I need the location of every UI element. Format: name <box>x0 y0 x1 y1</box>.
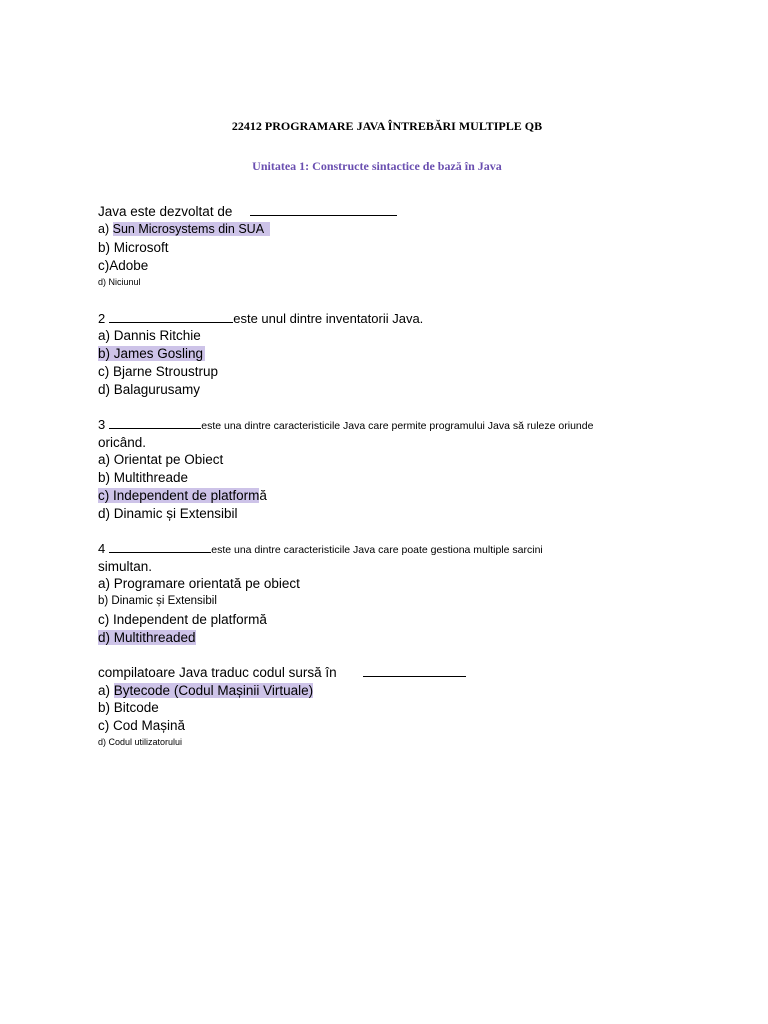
question-4-number: 4 <box>98 541 106 556</box>
question-5-option-d: d) Codul utilizatorului <box>98 737 183 747</box>
question-4-option-a: a) Programare orientată pe obiect <box>98 576 300 591</box>
highlighted-answer: Sun Microsystems din SUA <box>113 222 270 236</box>
question-3-number: 3 <box>98 417 106 432</box>
question-3-option-a: a) Orientat pe Obiect <box>98 452 224 467</box>
question-1-option-d: d) Niciunul <box>98 277 141 287</box>
question-3-option-d: d) Dinamic și Extensibil <box>98 506 238 521</box>
question-2-stem-text: este unul dintre inventatorii Java. <box>233 311 424 326</box>
question-2-number: 2 <box>98 311 106 326</box>
answer-blank <box>363 664 466 677</box>
highlighted-answer: b) James Gosling <box>98 346 204 361</box>
question-5-option-c: c) Cod Mașină <box>98 718 186 733</box>
option-prefix: a) <box>98 683 111 698</box>
question-3-stem-text: este una dintre caracteristicile Java care permite programului Java să ruleze oriunde <box>201 420 594 432</box>
question-3-option-c <box>98 487 267 504</box>
question-3-stem-continued: oricând. <box>98 435 147 450</box>
question-1-option-c: c)Adobe <box>98 258 149 273</box>
question-3-option-b: b) Multithreade <box>98 470 189 485</box>
unit-subtitle: Unitatea 1: Constructe sintactice de bază în Java <box>252 159 502 173</box>
highlighted-answer: Bytecode (Codul Mașinii Virtuale) <box>113 683 314 698</box>
question-4-stem-continued: simultan. <box>98 559 153 574</box>
question-4-option-b: b) Dinamic și Extensibil <box>98 595 217 607</box>
question-5-stem-text: compilatoare Java traduc codul sursă în <box>98 665 337 680</box>
question-3-stem <box>98 416 593 435</box>
question-5-option-a <box>98 682 313 699</box>
option-tail: ă <box>259 488 267 503</box>
question-4-option-c: c) Independent de platformă <box>98 612 267 627</box>
question-4-stem <box>98 540 543 559</box>
answer-blank <box>250 203 397 216</box>
question-5-option-b: b) Bitcode <box>98 700 159 715</box>
question-4-option-d <box>98 629 196 646</box>
question-5-stem <box>98 664 466 681</box>
question-1-stem <box>98 203 397 220</box>
document-title: 22412 PROGRAMARE JAVA ÎNTREBĂRI MULTIPLE QB <box>231 119 543 133</box>
question-1-stem-text: Java este dezvoltat de <box>98 204 233 219</box>
question-2-stem <box>98 310 423 327</box>
question-1-option-b: b) Microsoft <box>98 240 169 255</box>
question-1-option-a <box>98 221 270 238</box>
question-4-stem-text: este una dintre caracteristicile Java care poate gestiona multiple sarcini <box>211 544 543 556</box>
question-2-option-d: d) Balagurusamy <box>98 382 201 397</box>
question-2-option-c: c) Bjarne Stroustrup <box>98 364 219 379</box>
highlighted-answer: d) Multithreaded <box>98 630 196 645</box>
highlighted-answer: c) Independent de platform <box>98 488 260 503</box>
question-2-option-a: a) Dannis Ritchie <box>98 328 201 343</box>
answer-blank <box>109 540 211 553</box>
answer-blank <box>109 310 233 323</box>
option-prefix: a) <box>98 222 110 236</box>
answer-blank <box>109 416 201 429</box>
question-2-option-b <box>98 345 205 362</box>
